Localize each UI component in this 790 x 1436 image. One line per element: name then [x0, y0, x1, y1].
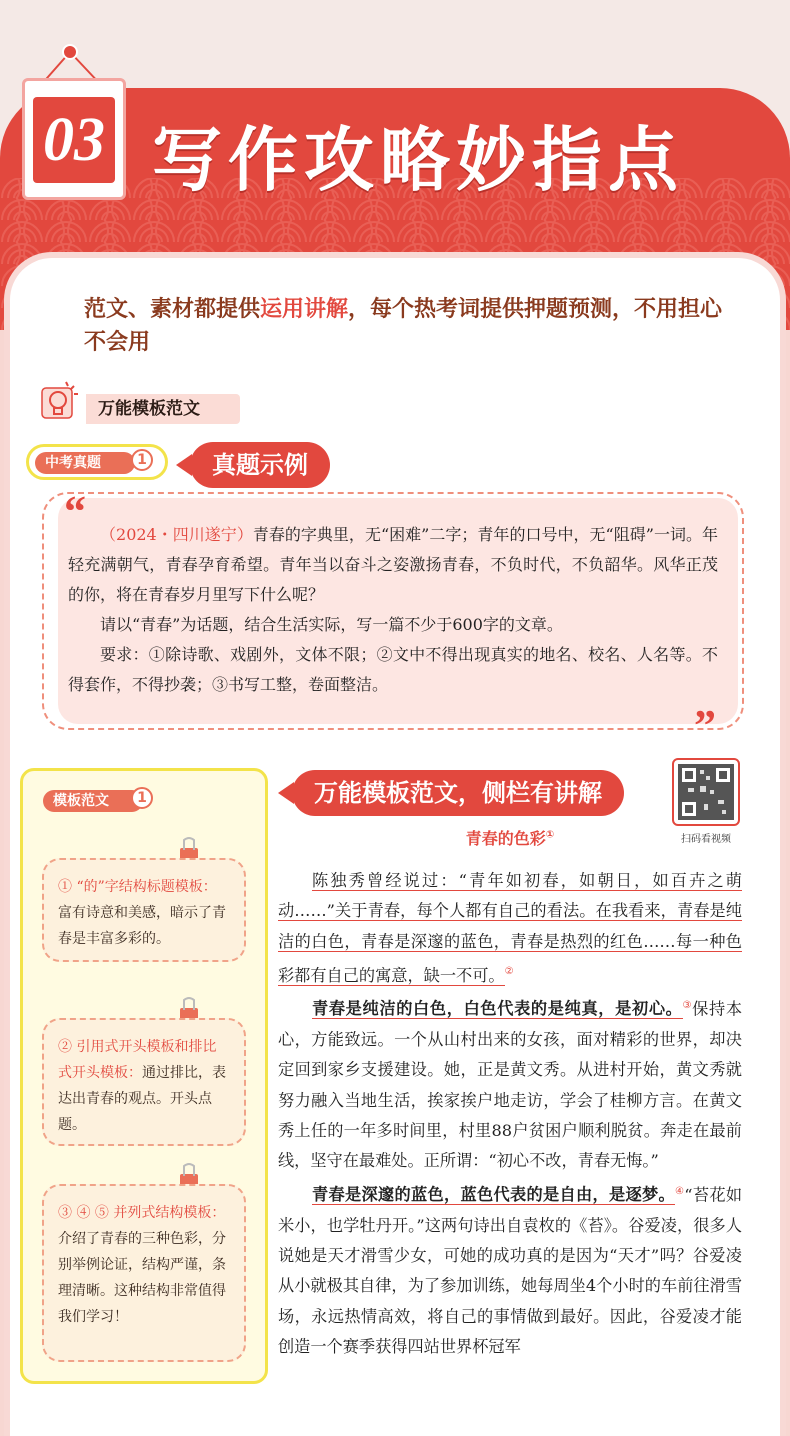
essay-para3-lead: 青春是深邃的蓝色，蓝色代表的是自由，是逐梦。	[312, 1185, 675, 1205]
intro-text	[84, 293, 744, 359]
exam-text	[68, 520, 718, 700]
note3-body: 介绍了青春的三种色彩，分别举例论证，结构严谨，条理清晰。这种结构非常值得我们学习！	[58, 1231, 226, 1325]
section-number: 03	[43, 106, 105, 174]
pin-icon	[62, 44, 78, 60]
close-quote-icon: ”	[694, 701, 716, 750]
side-note-1	[42, 858, 246, 962]
page-title: 写作攻略妙指点	[152, 119, 684, 201]
model-badge-number: 1	[131, 787, 153, 809]
section-label: 万能模板范文	[86, 394, 240, 424]
side-note-3	[42, 1184, 246, 1362]
essay-mark-2: ②	[504, 966, 514, 978]
intro-part1: 范文、素材都提供	[84, 297, 261, 322]
note2-body: 通过排比，表达出青春的观点。开头点题。	[58, 1065, 226, 1133]
essay-para3-body: “苔花如米小，也学牡丹开。”这两句诗出自袁枚的《苔》。谷爱凌，很多人说她是天才滑雪少女，可她的成功真的是因为“天才”吗？谷爱凌从小就极其自律，为了参加训练，她每周坐4个小时的车前往滑雪场，永远热情高效，将自己的事情做到最好。因此，谷爱凌才能创造一个赛季获得四站世界杯冠军	[278, 1185, 743, 1357]
exam-source: （2024・四川遂宁）	[100, 525, 253, 544]
open-quote-icon: “	[64, 487, 86, 536]
essay-body	[278, 866, 742, 1363]
side-note-2	[42, 1018, 246, 1146]
model-tag: 万能模板范文，侧栏有讲解	[292, 770, 624, 816]
essay-para2-lead: 青春是纯洁的白色，白色代表的是纯真，是初心。	[312, 999, 683, 1019]
essay-mark-3: ③	[682, 1000, 693, 1012]
model-badge	[34, 782, 158, 818]
exam-badge-number: 1	[131, 449, 153, 471]
intro-part2: ，每个热考词提供押题预测，不用担心不会用	[84, 297, 723, 355]
number-card	[22, 78, 126, 200]
note3-title: ③ ④ ⑤ 并列式结构模板：	[58, 1205, 226, 1221]
essay-title-text: 青春的色彩	[465, 829, 546, 848]
essay-para2-body: 保持本心，方能致远。一个从山村出来的女孩，面对精彩的世界，却决定回到家乡支援建设。她，正是黄文秀。从进村开始，黄文秀就努力融入当地生活，挨家挨户地走访，学会了桂柳方言。在黄文秀上任的一年多时间里，村里88户贫困户顺利脱贫。奔走在最前线，坚守在最难处。正所谓：“初心不改，青春无悔。”	[278, 999, 743, 1171]
note2-title: ② 引用式开头模板和排比式开头模板：	[58, 1039, 217, 1081]
essay-para1: 陈独秀曾经说过：“青年如初春，如朝日，如百卉之萌动……”关于青春，每个人都有自己的看法。在我看来，青春是纯洁的白色，青春是深邃的蓝色，青春是热烈的红色……每一种色彩都有自己的寓意，缺一不可。	[278, 871, 742, 985]
essay-mark-4: ④	[674, 1185, 685, 1197]
model-badge-label: 模板范文	[43, 790, 143, 812]
exam-badge	[26, 444, 168, 480]
note1-body: 富有诗意和美感，暗示了青春是丰富多彩的。	[58, 905, 226, 947]
qr-code-icon	[674, 760, 738, 824]
intro-highlight: 运用讲解	[260, 297, 349, 322]
exam-para3: 要求：①除诗歌、戏剧外，文体不限；②文中不得出现真实的地名、校名、人名等。不得套作，不得抄袭；③书写工整，卷面整洁。	[68, 645, 718, 694]
note1-title: ① “的”字结构标题模板：	[58, 879, 217, 895]
qr-code[interactable]	[672, 758, 740, 826]
exam-para1: 青春的字典里，无“困难”二字；青年的口号中，无“阻碍”一词。年轻充满朝气，青春孕育希望。青年当以奋斗之姿激扬青春，不负时代，不负韶华。风华正茂的你，将在青春岁月里写下什么呢？	[68, 525, 718, 604]
essay-title-mark: ①	[545, 829, 555, 841]
qr-label: 扫码看视频	[681, 834, 731, 845]
exam-para2: 请以“青春”为话题，结合生活实际，写一篇不少于600字的文章。	[100, 615, 563, 634]
exam-badge-label: 中考真题	[35, 452, 135, 474]
lightbulb-icon	[38, 378, 86, 426]
essay-title	[410, 826, 610, 849]
exam-tag: 真题示例	[190, 442, 330, 488]
